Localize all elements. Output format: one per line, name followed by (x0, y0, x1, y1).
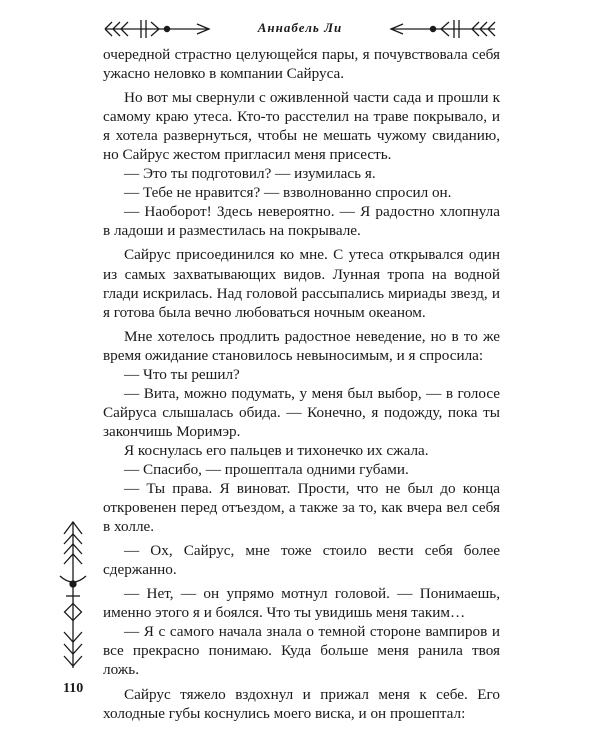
page-body (103, 45, 500, 723)
paragraph: очередной страстно целующейся пары, я почувствовала себя ужасно неловко в компании Сайруса. (103, 46, 500, 83)
vertical-arrow-ornament-icon (52, 520, 94, 670)
paragraph: Сайрус тяжело вздохнул и прижал меня к себе. Его холодные губы коснулись моего виска, и он прошептал: (103, 685, 500, 722)
paragraph: Но вот мы свернули с оживленной части сада и прошли к самому краю утеса. Кто-то расстелил на траве покрывало, и я хотела развернуться, чтобы не мешать чужому свиданию, но Сайрус жестом пригласил меня присесть. (103, 89, 500, 164)
paragraph: — Это ты подготовил? — изумилась я. (124, 165, 376, 183)
paragraph: — Что ты решил? (124, 365, 240, 383)
paragraph: — Вита, можно подумать, у меня был выбор, — в голосе Сайруса слышалась обида. — Конечно, я подожду, пока ты закончишь Моримэр. (103, 384, 500, 440)
paragraph: — Наоборот! Здесь невероятно. — Я радостно хлопнула в ладоши и разместилась на покрывале. (103, 203, 500, 240)
paragraph: — Тебе не нравится? — взволнованно спросил он. (124, 184, 452, 202)
paragraph: — Ты права. Я виноват. Прости, что не был до конца откровенен перед отъездом, а также за то, как вчера вел себя в холле. (103, 480, 500, 536)
paragraph: Сайрус присоединился ко мне. С утеса открывался один из самых захватывающих видов. Лунная тропа на водной глади искрилась. Над головой рассыпались мириады звезд, и я готова была вечно любоваться ночным океаном. (103, 246, 500, 321)
paragraph: Я коснулась его пальцев и тихонечко их сжала. (124, 441, 429, 459)
paragraph: — Спасибо, — прошептала одними губами. (124, 460, 409, 478)
paragraph: — Нет, — он упрямо мотнул головой. — Понимаешь, именно этого я и боялся. Что ты увидишь меня таким… (103, 585, 500, 622)
running-head-title: Аннабель Ли (257, 20, 343, 35)
paragraph: Мне хотелось продлить радостное неведение, но в то же время ожидание становилось невыносимым, и я спросила: (103, 327, 500, 364)
paragraph: — Ох, Сайрус, мне тоже стоило вести себя более сдержанно. (103, 542, 500, 579)
page-number: 110 (63, 681, 84, 696)
paragraph: — Я с самого начала знала о темной стороне вампиров и все прекрасно понимаю. Куда больше меня ранила твоя ложь. (103, 623, 500, 679)
